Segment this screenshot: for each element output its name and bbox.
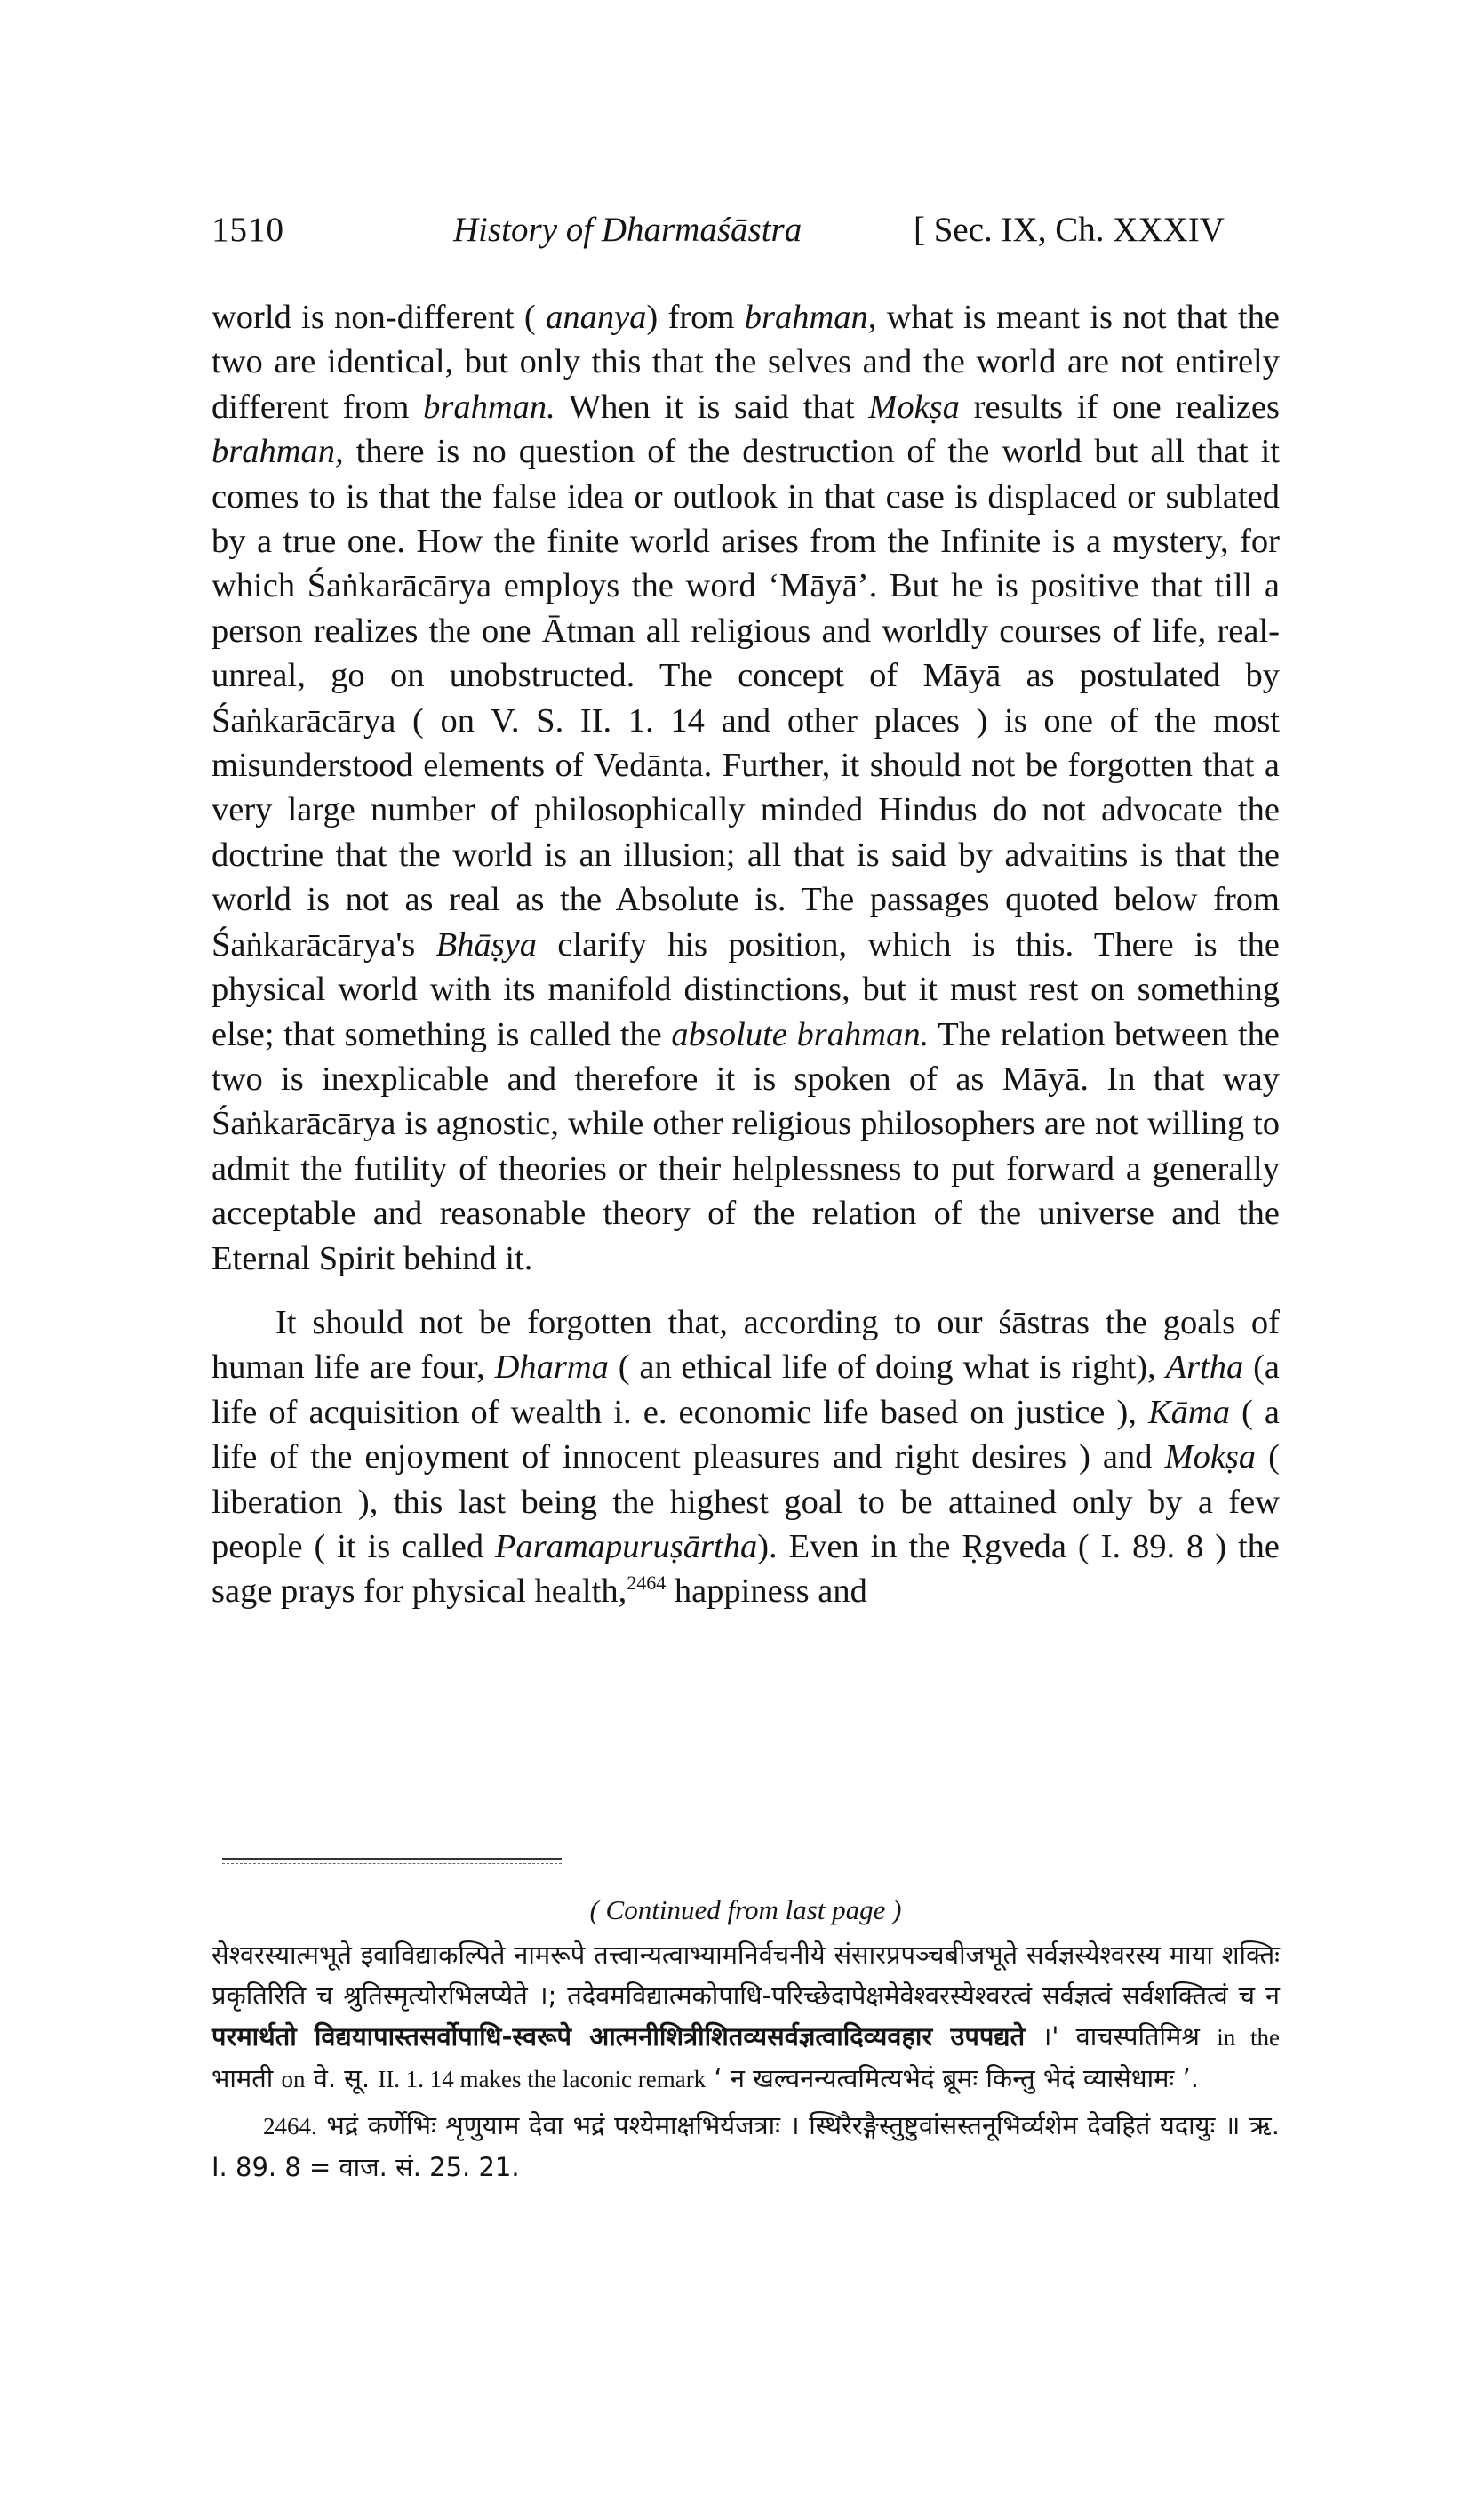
footnote-sanskrit-bold: परमार्थतो विद्ययापास्तसर्वोपाधि-स्वरूपे आत्मनीशित्रीशितव्यसर्वज्ञत्वादिव्यवहार उपपद्यते (212, 2021, 1026, 2052)
footnote-tail-1: ।' वाचस्पतिमिश्र (1042, 2021, 1200, 2052)
footnote-latin-2: on (281, 2066, 306, 2092)
italic-term: absolute brahman. (671, 1015, 930, 1053)
footnote-quote: ‘ न खल्वनन्यत्वमित्यभेदं ब्रूमः किन्तु भेदं व्यासेधामः ’. (714, 2063, 1199, 2093)
footnote-tail-3: वे. सू. (313, 2063, 371, 2093)
italic-term: Mokṣa (868, 388, 960, 426)
footnote-tail-2: भामती (212, 2063, 274, 2093)
italic-term: brahman. (423, 388, 555, 426)
text-run: results if one realizes (959, 388, 1280, 426)
italic-term: Bhāṣya (435, 925, 537, 964)
footnote-latin-1: in the (1217, 2024, 1280, 2051)
running-header (212, 210, 1278, 263)
page-number: 1510 (212, 211, 284, 249)
italic-term: Dharma (494, 1348, 609, 1387)
text-run: ( a life of the enjoyment of innocent pleasures and right desires ) and (212, 1393, 1280, 1476)
running-title: History of Dharmaśāstra (453, 211, 802, 249)
text-run: ). Even in the Ṛgveda ( I. 89. 8 ) the sage prays for physical health, (212, 1527, 1280, 1611)
footnote-latin-3: II. 1. 14 makes the laconic remark (378, 2066, 707, 2092)
footnote-continued (212, 1934, 1280, 2100)
footnote-ref: 2464 (627, 1572, 667, 1595)
text-run: happiness and (666, 1572, 867, 1611)
footnote-number: 2464. (263, 2113, 317, 2140)
text-run: (a life of acquisition of wealth i. e. economic life based on justice ), (212, 1348, 1281, 1431)
italic-term: brahman, (212, 433, 344, 471)
footnote-2464 (212, 2105, 1280, 2188)
footnote-verse: भद्रं कर्णेभिः शृणुयाम देवा भद्रं पश्येमाक्षभिर्यजत्राः । स्थिरैरङ्गैस्तुष्टुवांसस्तनूभिर्व्यशेम देवहितं यदायुः ॥ (326, 2110, 1241, 2140)
footnote-divider (222, 1858, 562, 1860)
italic-term: Artha (1165, 1348, 1244, 1387)
italic-term: brahman, (744, 299, 877, 336)
footnote-divider-dashed (222, 1863, 562, 1864)
footnote-reference: ऋ. I. 89. 8 = वाज. सं. 25. 21. (212, 2110, 1280, 2182)
italic-term: Kāma (1147, 1393, 1230, 1431)
text-run: world is non-different ( (212, 299, 547, 336)
section-label: [ Sec. IX, Ch. XXXIV (914, 211, 1225, 249)
italic-term: Paramapuruṣārtha (495, 1527, 758, 1565)
text-run: clarify his position, which is this. There is the physical world with its manifold distinctions, but it must rest on something else; that something is called the (212, 925, 1280, 1053)
italic-term: Mokṣa (1164, 1438, 1257, 1476)
paragraph-1 (212, 295, 1280, 1281)
text-run: The relation between the two is inexplicable and therefore it is spoken of as Māyā. In that way Śaṅkarācārya is agnostic, while other religious philosophers are not willing to admit the futility of theories or their helplessness to put forward a generally acceptable and reasonable theory of the relation of the universe and the Eternal Spirit behind it. (212, 1015, 1280, 1277)
italic-term: ananya (546, 299, 647, 336)
text-run: what is meant is not that the two are identical, but only this that the selves and the world are not entirely different from (212, 299, 1280, 426)
footnotes (212, 1890, 1280, 2188)
footnote-sanskrit: सेश्वरस्यात्मभूते इवाविद्याकल्पिते नामरूपे तत्त्वान्यत्वाभ्यामनिर्वचनीये संसारप्रपञ्चबीजभूते सर्वज्ञस्येश्वरस्य माया शक्तिः प्रकृतिरिति च श्रुतिस्मृत्योरभिलप्येते ।; तदेवमविद्यात्मकोपाधि-परिच्छेदापेक्षमेवेश्वरस्येश्वरत्वं सर्वज्ञत्वं सर्वशक्तित्वं च न (212, 1940, 1280, 2011)
text-run: there is no question of the destruction of the world but all that it comes to is that the false idea or outlook in that case is displaced or sublated by a true one. How the finite world arises from the Infinite is a mystery, for which Śaṅkarācārya employs the word ‘Māyā’. But he is positive that till a person realizes the one Ātman all religious and worldly courses of life, real-unreal, go on unobstructed. The concept of Māyā as postulated by Śaṅkarācārya ( on V. S. II. 1. 14 and other places ) is one of the most misunderstood elements of Vedānta. Further, it should not be forgotten that a very large number of philosophically minded Hindus do not advocate the doctrine that the world is an illusion; all that is said by advaitins is that the world is not as real as the Absolute is. The passages quoted below from Śaṅkarācārya's (212, 433, 1280, 964)
paragraph-2 (212, 1300, 1280, 1614)
text-run: ( liberation ), this last being the highest goal to be attained only by a few people ( it is called (212, 1438, 1280, 1565)
text-run: ( an ethical life of doing what is right), (608, 1348, 1166, 1387)
continued-label: ( Continued from last page ) (589, 1894, 902, 1925)
main-text (212, 295, 1280, 1614)
text-run: When it is said that (555, 388, 869, 426)
text-run: It should not be forgotten that, according to our śāstras the goals of human life are four, (212, 1303, 1280, 1387)
text-run: ) from (646, 299, 745, 336)
